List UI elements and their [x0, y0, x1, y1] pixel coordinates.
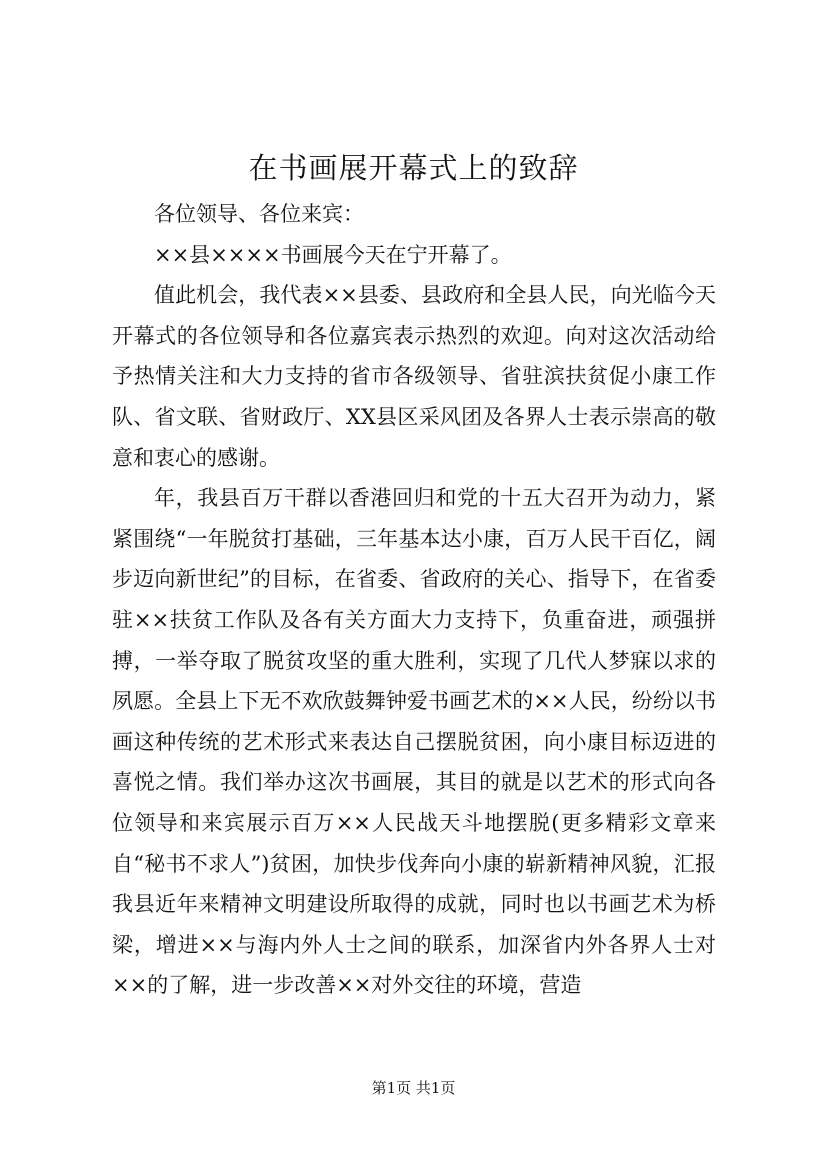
document-body	[112, 194, 716, 1006]
paragraph-greeting: 各位领导、各位来宾：	[154, 202, 364, 226]
document-title: 在书画展开幕式上的致辞	[248, 151, 579, 185]
paragraph-welcome: 值此机会，我代表××县委、县政府和全县人民，向光临今天开幕式的各位领导和各位嘉宾表示热烈的欢迎。向对这次活动给予热情关注和大力支持的省市各级领导、省驻滨扶贫促小康工作队、省文联、省财政厅、XX县区采风团及各界人士表示崇高的敬意和衷心的感谢。	[112, 283, 716, 470]
paragraph-main: 年，我县百万干群以香港回归和党的十五大召开为动力，紧紧围绕“一年脱贫打基础，三年基本达小康，百万人民干百亿，阔步迈向新世纪”的目标，在省委、省政府的关心、指导下，在省委驻××扶贫工作队及各有关方面大力支持下，负重奋进，顽强拼搏，一举夺取了脱贫攻坚的重大胜利，实现了几代人梦寐以求的夙愿。全县上下无不欢欣鼓舞钟爱书画艺术的××人民，纷纷以书画这种传统的艺术形式来表达自己摆脱贫困，向小康目标迈进的喜悦之情。我们举办这次书画展，其目的就是以艺术的形式向各位领导和来宾展示百万××人民战天斗地摆脱(更多精彩文章来自“秘书不求人”)贫困，加快步伐奔向小康的崭新精神风貌，汇报我县近年来精神文明建设所取得的成就，同时也以书画艺术为桥梁，增进××与海内外人士之间的联系，加深省内外各界人士对××的了解，进一步改善××对外交往的环境，营造	[112, 486, 716, 998]
paragraph-opening: ××县××××书画展今天在宁开幕了。	[154, 242, 512, 267]
page-footer: 第1页 共1页	[371, 1079, 456, 1097]
